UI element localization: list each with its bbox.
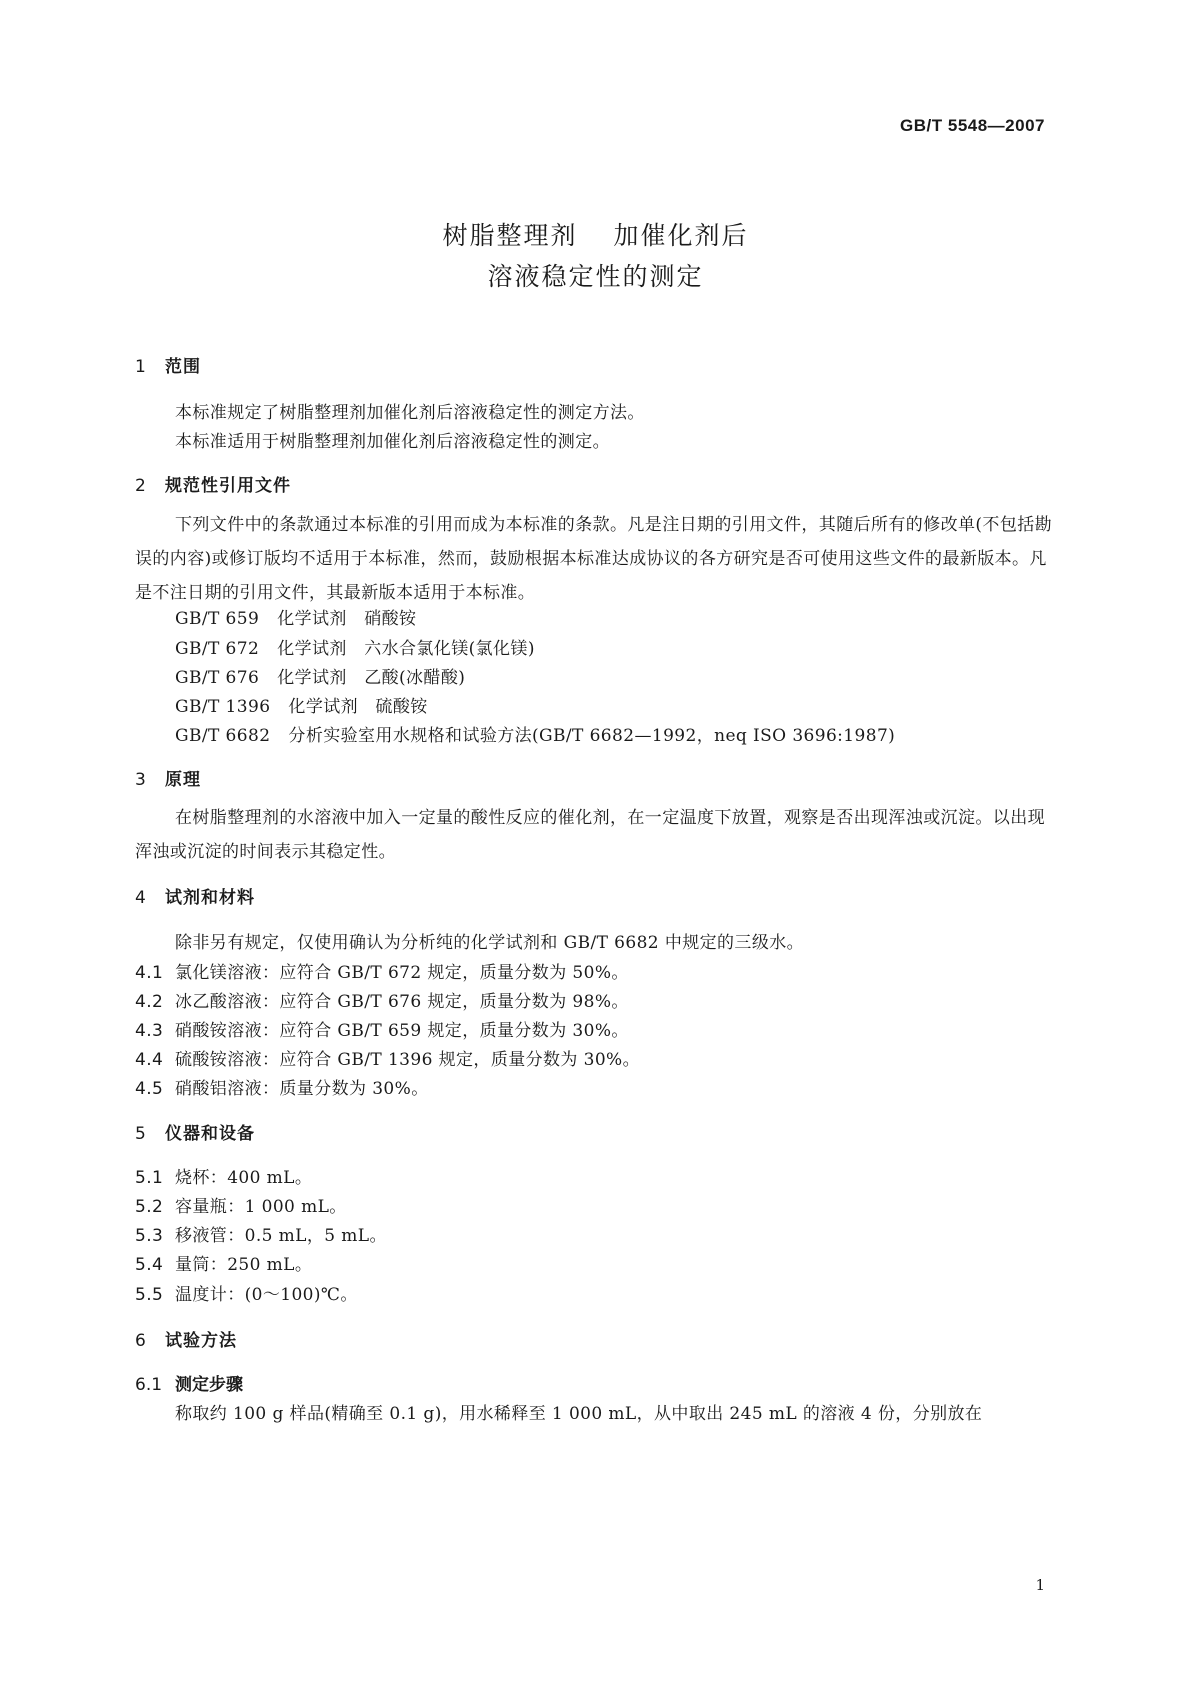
reference-code: GB/T 6682 xyxy=(175,726,271,746)
reagent-item xyxy=(135,1074,429,1099)
section-number: 3 xyxy=(135,770,147,790)
item-text: 温度计：(0～100)℃。 xyxy=(175,1285,358,1305)
item-number: 5.1 xyxy=(135,1168,164,1188)
reference-title: 化学试剂 乙酸(冰醋酸) xyxy=(277,668,466,688)
equipment-item xyxy=(135,1250,312,1275)
reference-item xyxy=(175,692,428,717)
section-number: 1 xyxy=(135,357,147,377)
reagent-item xyxy=(135,958,629,983)
item-number: 4.2 xyxy=(135,992,164,1012)
item-number: 4.1 xyxy=(135,963,164,983)
item-text: 烧杯：400 mL。 xyxy=(175,1168,313,1188)
section-title: 仪器和设备 xyxy=(165,1124,255,1144)
reference-code: GB/T 659 xyxy=(175,609,260,629)
subsection-number: 6.1 xyxy=(135,1375,163,1395)
section-title: 原理 xyxy=(165,770,201,790)
document-title-line1 xyxy=(0,216,1191,252)
standard-code: GB/T 5548—2007 xyxy=(900,116,1045,135)
item-text: 硝酸铝溶液：质量分数为 30%。 xyxy=(175,1079,429,1099)
reference-title: 分析实验室用水规格和试验方法(GB/T 6682—1992，neq ISO 3696:1987) xyxy=(288,726,896,746)
page-number: 1 xyxy=(1035,1576,1045,1594)
section-title: 试验方法 xyxy=(165,1331,237,1351)
principle-paragraph: 在树脂整理剂的水溶液中加入一定量的酸性反应的催化剂，在一定温度下放置，观察是否出现浑浊或沉淀。以出现浑浊或沉淀的时间表示其稳定性。 xyxy=(135,808,1045,862)
item-text: 硝酸铵溶液：应符合 GB/T 659 规定，质量分数为 30%。 xyxy=(175,1021,629,1041)
section-title: 试剂和材料 xyxy=(165,888,255,908)
item-text: 移液管：0.5 mL，5 mL。 xyxy=(175,1226,387,1246)
section-number: 6 xyxy=(135,1331,147,1351)
item-number: 4.4 xyxy=(135,1050,164,1070)
reagent-item xyxy=(135,987,629,1012)
reference-code: GB/T 672 xyxy=(175,639,260,659)
section-title: 范围 xyxy=(165,357,201,377)
document-title-line2: 溶液稳定性的测定 xyxy=(487,262,704,291)
section-title: 规范性引用文件 xyxy=(165,476,291,496)
reagents-intro: 除非另有规定，仅使用确认为分析纯的化学试剂和 GB/T 6682 中规定的三级水。 xyxy=(175,933,805,953)
item-number: 4.3 xyxy=(135,1021,164,1041)
title-part-a: 树脂整理剂 xyxy=(442,221,578,250)
equipment-item xyxy=(135,1280,358,1305)
reference-title: 化学试剂 硝酸铵 xyxy=(277,609,417,629)
procedure-paragraph: 称取约 100 g 样品(精确至 0.1 g)，用水稀释至 1 000 mL，从中取出 245 mL 的溶液 4 份，分别放在 xyxy=(175,1404,983,1424)
item-number: 5.3 xyxy=(135,1226,164,1246)
item-number: 5.4 xyxy=(135,1255,164,1275)
item-text: 容量瓶：1 000 mL。 xyxy=(175,1197,347,1217)
reference-item xyxy=(175,663,465,688)
section-number: 2 xyxy=(135,476,147,496)
section-heading-6 xyxy=(135,1326,237,1351)
subsection-heading-6-1 xyxy=(135,1370,243,1395)
reagent-item xyxy=(135,1016,629,1041)
item-number: 5.5 xyxy=(135,1285,164,1305)
item-text: 硫酸铵溶液：应符合 GB/T 1396 规定，质量分数为 30%。 xyxy=(175,1050,641,1070)
reference-item xyxy=(175,721,895,746)
reference-title: 化学试剂 硫酸铵 xyxy=(288,697,428,717)
references-intro-paragraph: 下列文件中的条款通过本标准的引用而成为本标准的条款。凡是注日期的引用文件，其随后所有的修改单(不包括勘误的内容)或修订版均不适用于本标准，然而，鼓励根据本标准达成协议的各方研究是否可使用这些文件的最新版本。凡是不注日期的引用文件，其最新版本适用于本标准。 xyxy=(135,515,1053,603)
item-text: 量筒：250 mL。 xyxy=(175,1255,313,1275)
scope-paragraph-1: 本标准规定了树脂整理剂加催化剂后溶液稳定性的测定方法。 xyxy=(175,403,645,423)
section-heading-1 xyxy=(135,352,201,377)
equipment-item xyxy=(135,1163,312,1188)
section-heading-4 xyxy=(135,883,255,908)
reference-item xyxy=(175,634,535,659)
title-part-b: 加催化剂后 xyxy=(613,221,749,250)
item-text: 冰乙酸溶液：应符合 GB/T 676 规定，质量分数为 98%。 xyxy=(175,992,629,1012)
reagent-item xyxy=(135,1045,640,1070)
scope-paragraph-2: 本标准适用于树脂整理剂加催化剂后溶液稳定性的测定。 xyxy=(175,432,610,452)
section-heading-3 xyxy=(135,765,201,790)
item-number: 5.2 xyxy=(135,1197,164,1217)
item-number: 4.5 xyxy=(135,1079,164,1099)
section-number: 5 xyxy=(135,1124,147,1144)
section-number: 4 xyxy=(135,888,147,908)
section-heading-5 xyxy=(135,1119,255,1144)
section-heading-2 xyxy=(135,471,291,496)
equipment-item xyxy=(135,1192,347,1217)
reference-title: 化学试剂 六水合氯化镁(氯化镁) xyxy=(277,639,535,659)
reference-code: GB/T 1396 xyxy=(175,697,271,717)
subsection-title: 测定步骤 xyxy=(175,1375,243,1395)
item-text: 氯化镁溶液：应符合 GB/T 672 规定，质量分数为 50%。 xyxy=(175,963,629,983)
equipment-item xyxy=(135,1221,387,1246)
reference-item xyxy=(175,604,416,629)
reference-code: GB/T 676 xyxy=(175,668,260,688)
